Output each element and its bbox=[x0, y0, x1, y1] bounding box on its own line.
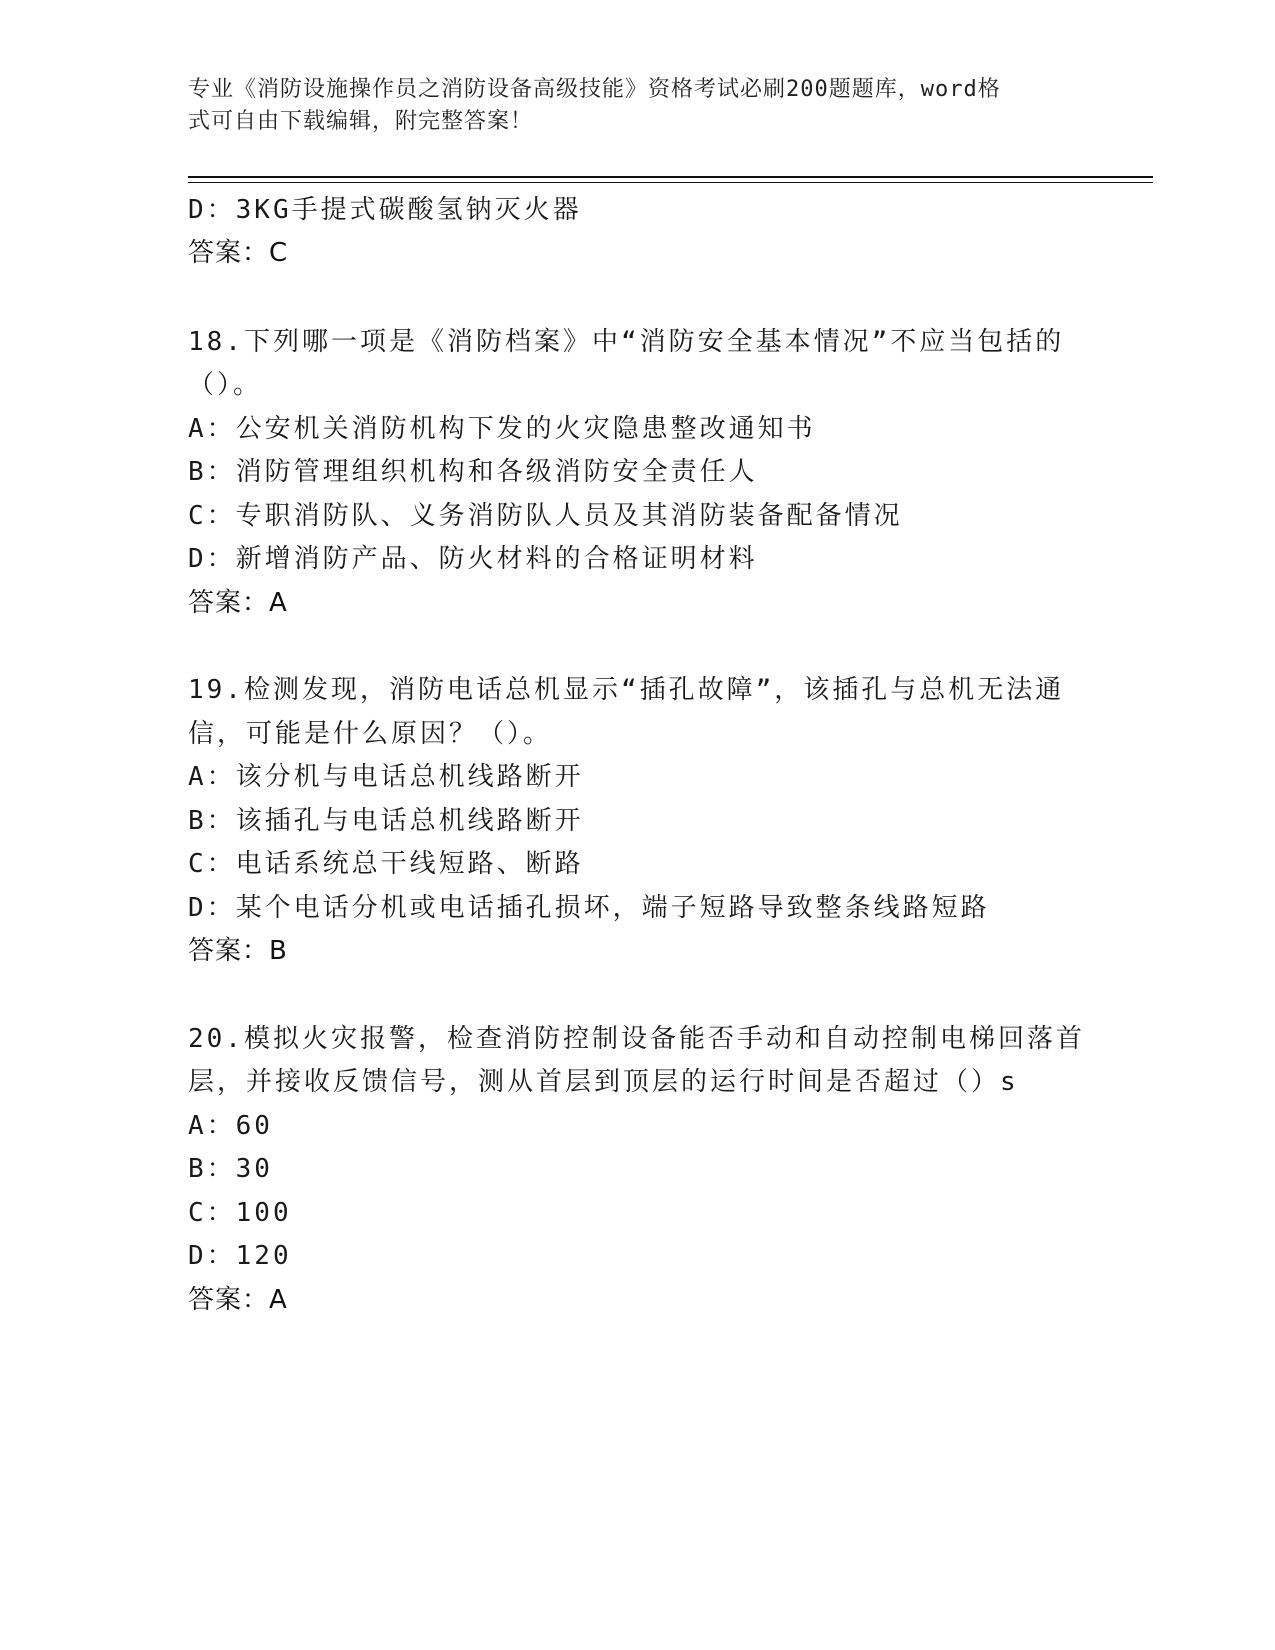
q19-option-c: C：电话系统总干线短路、断路 bbox=[188, 849, 584, 879]
page-header bbox=[188, 74, 1078, 138]
header-rule-thin bbox=[188, 182, 1153, 183]
q18-answer: 答案：A bbox=[188, 588, 288, 618]
q19-stem-line-1: 19.检测发现，消防电话总机显示“插孔故障”，该插孔与总机无法通 bbox=[188, 675, 1065, 705]
header-line-1: 专业《消防设施操作员之消防设备高级技能》资格考试必刷200题题库，word格 bbox=[188, 77, 1001, 102]
q20-stem-line-2: 层，并接收反馈信号，测从首层到顶层的运行时间是否超过（）s bbox=[188, 1067, 1019, 1097]
q20-stem-line-1: 20.模拟火灾报警，检查消防控制设备能否手动和自动控制电梯回落首 bbox=[188, 1024, 1085, 1054]
q20-option-a: A：60 bbox=[188, 1111, 273, 1141]
q18-stem-line-2: （）。 bbox=[188, 370, 263, 400]
q18-option-c: C：专职消防队、义务消防队人员及其消防装备配备情况 bbox=[188, 501, 903, 531]
q18-option-b: B：消防管理组织机构和各级消防安全责任人 bbox=[188, 457, 758, 487]
q20-answer: 答案：A bbox=[188, 1285, 288, 1315]
q19-option-d: D：某个电话分机或电话插孔损坏，端子短路导致整条线路短路 bbox=[188, 893, 990, 923]
header-rule-thick bbox=[188, 176, 1153, 178]
q19-stem-line-2: 信，可能是什么原因？（）。 bbox=[188, 719, 553, 749]
header-line-2: 式可自由下载编辑，附完整答案！ bbox=[188, 109, 534, 134]
q19-option-b: B：该插孔与电话总机线路断开 bbox=[188, 806, 584, 836]
q20-option-b: B：30 bbox=[188, 1154, 273, 1184]
q20-option-d: D：120 bbox=[188, 1241, 292, 1271]
q20-option-c: C：100 bbox=[188, 1198, 292, 1228]
q19-answer: 答案：B bbox=[188, 936, 288, 966]
q19-option-a: A：该分机与电话总机线路断开 bbox=[188, 762, 584, 792]
q17-option-d: D：3KG手提式碳酸氢钠灭火器 bbox=[188, 195, 582, 225]
q18-option-a: A：公安机关消防机构下发的火灾隐患整改通知书 bbox=[188, 414, 816, 444]
q17-answer: 答案：C bbox=[188, 238, 289, 268]
q18-option-d: D：新增消防产品、防火材料的合格证明材料 bbox=[188, 544, 758, 574]
q18-stem-line-1: 18.下列哪一项是《消防档案》中“消防安全基本情况”不应当包括的 bbox=[188, 327, 1065, 357]
